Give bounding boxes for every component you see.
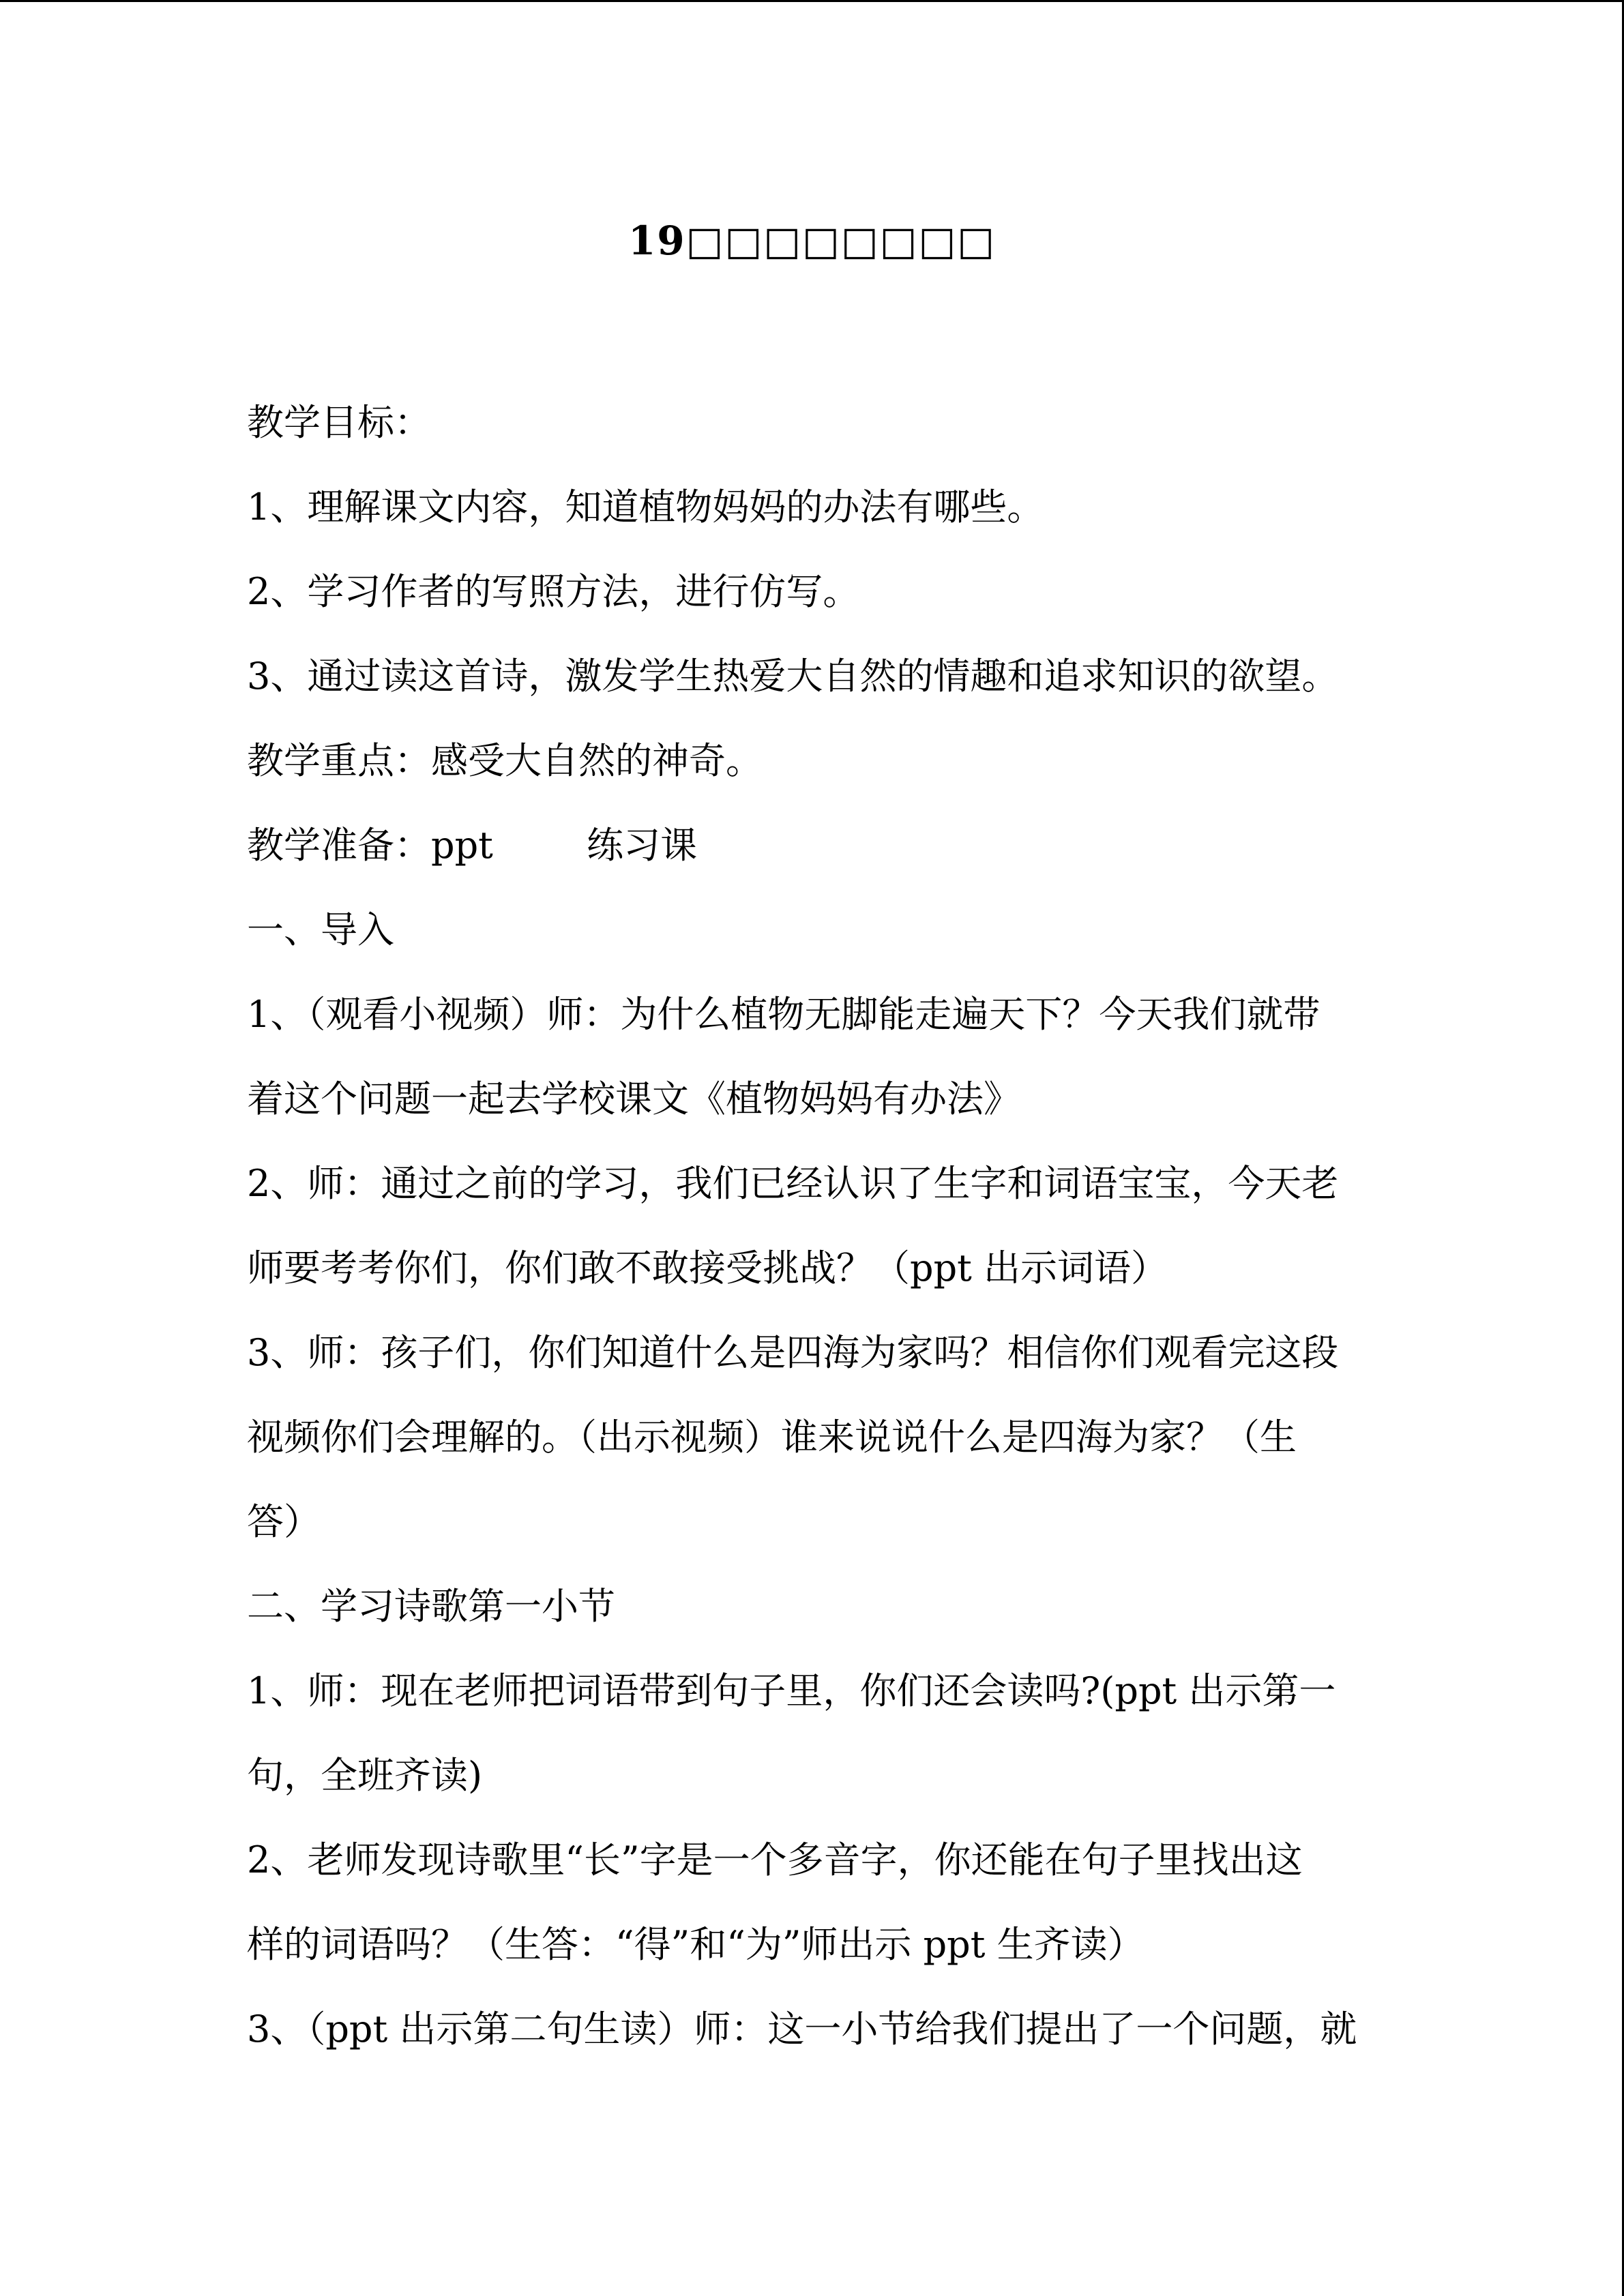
text-line: 师要考考你们，你们敢不敢接受挑战？（ppt 出示词语）: [247, 1247, 1168, 1289]
text-line: 2、老师发现诗歌里“长”字是一个多音字，你还能在句子里找出这: [247, 1838, 1303, 1881]
text-line: 教学重点：感受大自然的神奇。: [247, 739, 763, 782]
text-line: 样的词语吗？（生答：“得”和“为”师出示 ppt 生齐读）: [247, 1923, 1145, 1966]
text-line: 二、学习诗歌第一小节: [247, 1585, 615, 1628]
text-line: 句，全班齐读): [247, 1754, 483, 1797]
document-title: 19□□□□□□□□: [628, 218, 996, 264]
text-line: 一、导入: [247, 908, 394, 951]
text-line: 教学准备：ppt 练习课: [247, 824, 698, 867]
text-line: 着这个问题一起去学校课文《植物妈妈有办法》: [247, 1077, 1020, 1120]
text-line: 3、通过读这首诗，激发学生热爱大自然的情趣和追求知识的欲望。: [247, 655, 1339, 698]
text-line: 1、（观看小视频）师：为什么植物无脚能走遍天下？今天我们就带: [247, 993, 1320, 1036]
text-line: 3、（ppt 出示第二句生读）师：这一小节给我们提出了一个问题，就: [247, 2008, 1357, 2051]
text-line: 答）: [247, 1500, 321, 1543]
text-line: 教学目标：: [247, 401, 431, 444]
document-body: [247, 381, 1379, 2072]
text-line: 1、理解课文内容，知道植物妈妈的办法有哪些。: [247, 486, 1044, 528]
text-line: 2、师：通过之前的学习，我们已经认识了生字和词语宝宝，今天老: [247, 1162, 1339, 1205]
text-line: 2、学习作者的写照方法，进行仿写。: [247, 570, 860, 613]
text-line: 视频你们会理解的。（出示视频）谁来说说什么是四海为家？（生: [247, 1416, 1297, 1459]
text-line: 3、师：孩子们，你们知道什么是四海为家吗？相信你们观看完这段: [247, 1331, 1339, 1374]
text-line: 1、师：现在老师把词语带到句子里，你们还会读吗?(ppt 出示第一: [247, 1669, 1336, 1712]
